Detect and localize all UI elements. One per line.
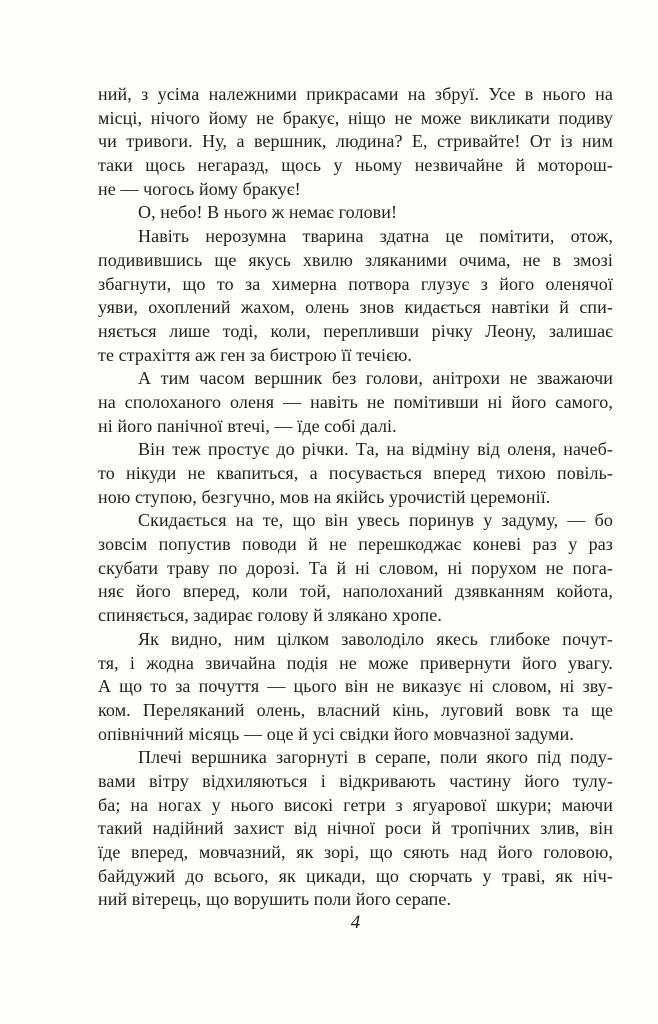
text-line: няє його вперед, коли той, наполоханий дзявканням койота, [98, 581, 613, 602]
text-line: няється лише тоді, коли, перепливши річку Леону, залишає [98, 320, 613, 341]
text-line: О, небо! В нього ж немає голови! [138, 202, 398, 223]
text-line: на сполоханого оленя — навіть не помітивши ні його самого, [98, 391, 613, 412]
text-line: таки щось негаразд, щось у ньому незвичайне й моторош- [98, 155, 613, 176]
text-line: їде вперед, мовчазний, як зорі, що сяють над його головою, [98, 842, 613, 862]
text-line: Скидається на те, що він увесь поринув у задуму, — бо [138, 510, 613, 531]
text-line: такий надійний захист від нічної роси й тропічних злив, він [98, 818, 613, 839]
text-line: Навіть нерозумна тварина здатна це помітити, отож, [138, 226, 613, 247]
text-line: уяви, охоплений жахом, олень знов кидається навтіки й спи- [98, 297, 613, 318]
page-text-block [98, 83, 613, 912]
text-line: місці, нічого йому не бракує, ніщо не може викликати подиву [98, 107, 613, 128]
text-line: А тим часом вершник без голови, анітрохи не зважаючи [138, 368, 613, 389]
text-line: то нікуди не квапиться, а посувається вперед тихою повіль- [98, 463, 613, 483]
text-line: ба; на ногах у нього високі гетри з ягуарової шкури; маючи [98, 794, 613, 815]
text-line: ком. Переляканий олень, власний кінь, луговий вовк та ще [98, 699, 613, 720]
text-line: Плечі вершника загорнуті в серапе, поли якого під поду- [138, 747, 613, 768]
text-line: Він теж простує до річки. Та, на відміну від оленя, начеб- [138, 439, 613, 460]
text-line: збагнути, що то за химерна потвора глузує з його оленячої [98, 273, 613, 294]
text-line: Як видно, ним цілком заволоділо якесь глибоке почут- [138, 628, 613, 649]
text-line: тя, і жодна звичайна подія не може привернути його увагу. [98, 652, 613, 673]
text-line: не — чогось йому бракує! [98, 178, 301, 199]
text-line: скубати траву по дорозі. Та й ні словом, ні порухом не пога- [98, 557, 613, 578]
text-line: чи тривоги. Ну, а вершник, людина? Е, стривайте! От із ним [98, 131, 613, 152]
text-line: ний вітерець, що ворушить поли його серапе. [98, 889, 452, 910]
text-line: те страхіття аж ген за бистрою її течією. [98, 344, 413, 365]
page-number: 4 [350, 912, 361, 933]
text-line: подивившись ще якусь хвилю зляканими очима, не в змозі [98, 249, 613, 270]
text-line: опівнічний місяць — оце й усі свідки його мовчазної задуми. [98, 723, 574, 744]
text-line: ний, з усіма належними прикрасами на збруї. Усе в нього на [98, 84, 613, 104]
text-line: А що то за почуття — цього він не виказує ні словом, ні зву- [98, 676, 613, 697]
text-line: вами вітру відхиляються і відкривають частину його тулу- [98, 770, 613, 791]
text-line: зовсім попустив поводи й не перешкоджає коневі раз у раз [98, 534, 613, 555]
text-line: ною ступою, безгучно, мов на якійсь урочистій церемонії. [98, 486, 551, 507]
text-line: спиняється, задирає голову й злякано хропе. [98, 605, 442, 626]
text-line: ні його панічної втечі, — їде собі далі. [98, 415, 397, 436]
text-line: байдужий до всього, як цикади, що сюрчать у траві, як ніч- [98, 865, 613, 886]
